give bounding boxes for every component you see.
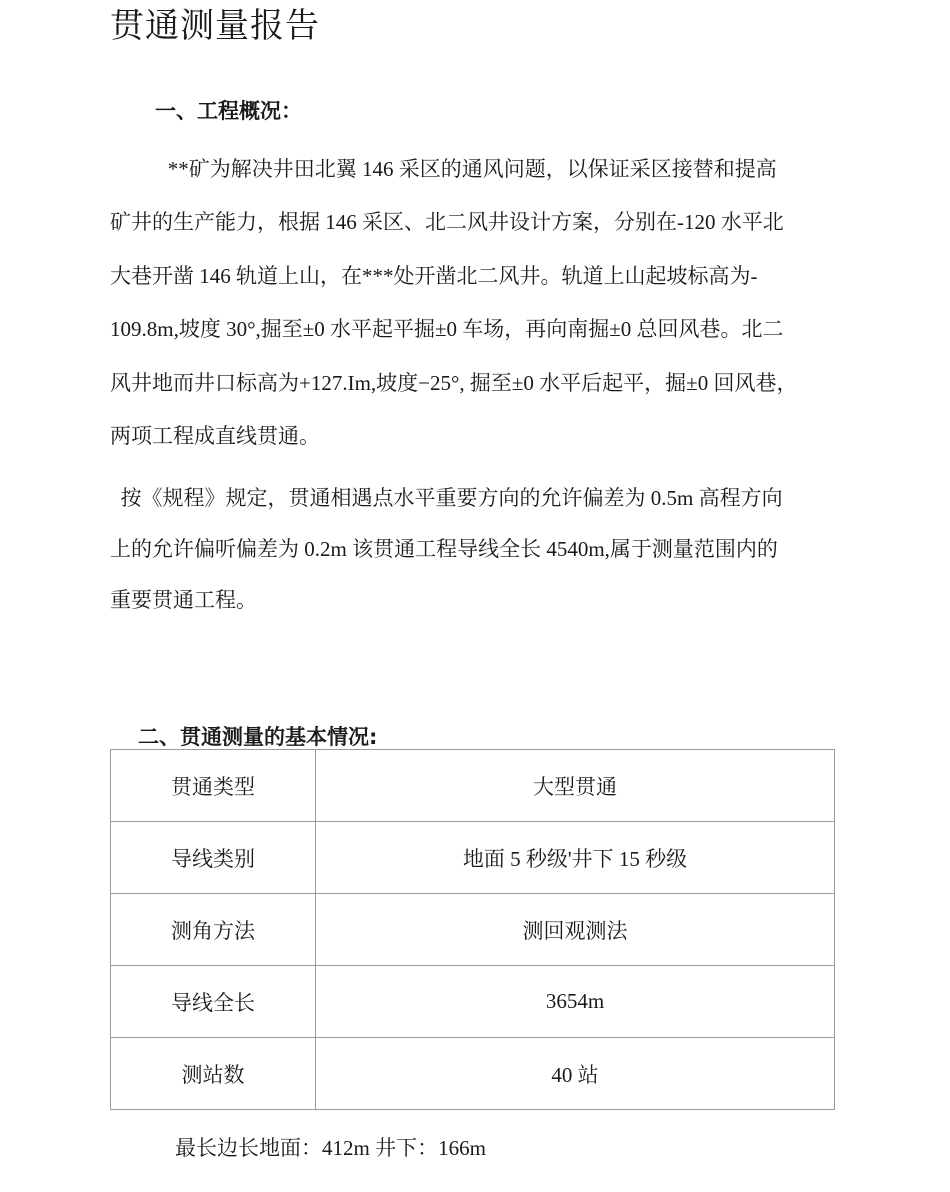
regulation-paragraph xyxy=(110,473,830,626)
table-row xyxy=(111,894,835,966)
paragraph-line: 风井地而井口标高为+127.Im,坡度−25°, 掘至±0 水平后起平，掘±0 回风巷， xyxy=(110,370,798,395)
table-cell-label: 贯通类型 xyxy=(111,750,316,822)
table-row xyxy=(111,966,835,1038)
longest-side-note: 最长边长地面：412m 井下：166m xyxy=(175,1136,486,1160)
paragraph-line: 按《规程》规定，贯通相遇点水平重要方向的允许偏差为 0.5m 高程方向 xyxy=(110,486,783,510)
table-cell-value: 3654m xyxy=(316,966,835,1038)
report-title: 贯通测量报告 xyxy=(110,6,320,46)
table-cell-label: 导线全长 xyxy=(111,966,316,1038)
table-cell-value: 40 站 xyxy=(316,1038,835,1110)
paragraph-line: 大巷开凿 146 轨道上山，在***处开凿北二风井。轨道上山起坡标高为- xyxy=(110,263,758,288)
paragraph-line: 109.8m,坡度 30°,掘至±0 水平起平掘±0 车场，再向南掘±0 总回风巷。北二 xyxy=(110,317,784,342)
table-row xyxy=(111,750,835,822)
table-cell-label: 测角方法 xyxy=(111,894,316,966)
table-cell-value: 测回观测法 xyxy=(316,894,835,966)
paragraph-line: 两项工程成直线贯通。 xyxy=(110,423,320,448)
table-row xyxy=(111,822,835,894)
paragraph-line: **矿为解决井田北翼 146 采区的通风问题，以保证采区接替和提高 xyxy=(110,157,777,181)
table-cell-label: 导线类别 xyxy=(111,822,316,894)
table-row xyxy=(111,1038,835,1110)
survey-info-table xyxy=(110,749,835,1110)
section-heading-basic-info: 二、贯通测量的基本情况: xyxy=(138,725,378,749)
paragraph-line: 矿井的生产能力，根据 146 采区、北二风井设计方案，分别在-120 水平北 xyxy=(110,210,784,235)
paragraph-line: 重要贯通工程。 xyxy=(110,588,257,612)
table-cell-label: 测站数 xyxy=(111,1038,316,1110)
paragraph-line: 上的允许偏听偏差为 0.2m 该贯通工程导线全长 4540m,属于测量范围内的 xyxy=(110,537,778,561)
overview-paragraph xyxy=(110,143,830,463)
section-heading-overview: 一、工程概况： xyxy=(155,99,302,123)
table-cell-value: 地面 5 秒级'井下 15 秒级 xyxy=(316,822,835,894)
table-cell-value: 大型贯通 xyxy=(316,750,835,822)
